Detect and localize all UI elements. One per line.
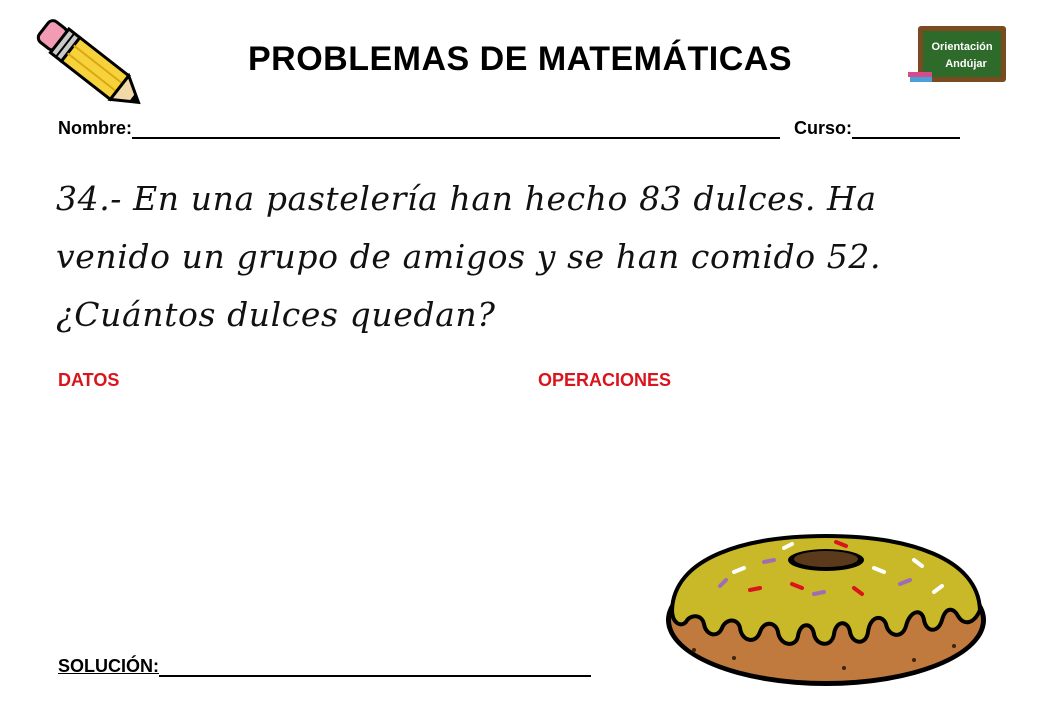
chalkboard-logo [906,24,1010,86]
name-label: Nombre: [58,118,133,138]
course-blank[interactable] [852,119,960,139]
name-course-row [58,118,988,139]
problem-statement: 34.- En una pastelería han hecho 83 dulces. Ha venido un grupo de amigos y se han comido 52. ¿Cuántos dulces quedan? [56,179,882,334]
data-section-label: DATOS [58,370,120,390]
logo-text-bottom: Andújar [945,58,987,70]
course-label: Curso: [794,118,853,138]
solution-row [58,656,618,677]
solution-label: SOLUCIÓN: [58,656,159,676]
page-title: PROBLEMAS DE MATEMÁTICAS [247,40,793,78]
solution-blank[interactable] [159,657,591,677]
donut-illustration [664,528,988,688]
operations-section-label: OPERACIONES [538,370,672,390]
name-blank[interactable] [132,119,780,139]
logo-text-top: Orientación [931,41,993,53]
